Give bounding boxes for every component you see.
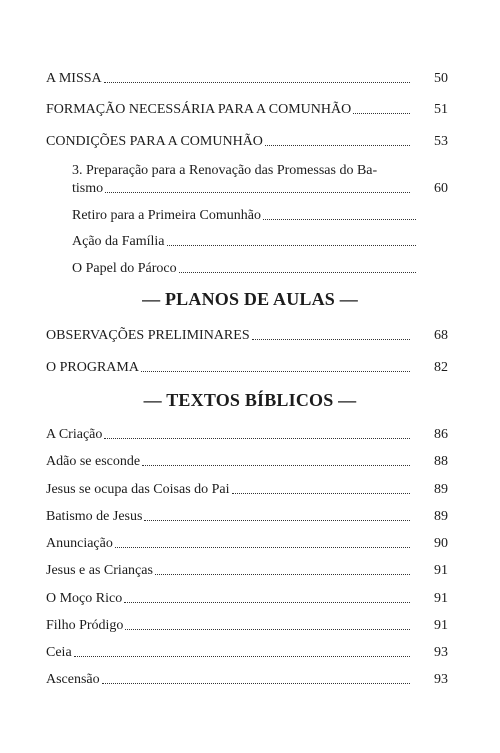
toc-page-number: 53 xyxy=(434,134,448,149)
dot-leader xyxy=(125,629,410,630)
toc-entry-title: Jesus se ocupa das Coisas do Pai xyxy=(46,482,230,497)
toc-entry-programa[interactable] xyxy=(46,359,448,376)
toc-entry-a-missa[interactable] xyxy=(46,70,448,87)
toc-entry-adao[interactable] xyxy=(46,453,448,470)
toc-page-number: 51 xyxy=(434,102,448,117)
dot-leader xyxy=(353,113,410,114)
toc-entry-title: A MISSA xyxy=(46,71,102,86)
toc-page-number: 60 xyxy=(434,181,448,196)
dot-leader xyxy=(102,683,410,684)
toc-page-number: 93 xyxy=(434,672,448,687)
toc-entry-title: Ascensão xyxy=(46,672,100,687)
toc-entry-title: OBSERVAÇÕES PRELIMINARES xyxy=(46,328,250,343)
toc-entry-preparacao[interactable] xyxy=(72,180,448,197)
toc-entry-title: Filho Pródigo xyxy=(46,618,124,633)
dot-leader xyxy=(155,574,410,575)
toc-page-number: 91 xyxy=(434,618,448,633)
dot-leader xyxy=(115,547,410,548)
dot-leader xyxy=(105,192,410,193)
dot-leader xyxy=(74,656,410,657)
dot-leader xyxy=(232,493,410,494)
toc-entry-batismo[interactable] xyxy=(46,508,448,525)
dot-leader xyxy=(104,82,410,83)
dot-leader xyxy=(265,145,410,146)
dot-leader xyxy=(263,219,416,220)
toc-entry-filho-prodigo[interactable] xyxy=(46,617,448,634)
toc-page-number: 89 xyxy=(434,482,448,497)
toc-entry-ceia[interactable] xyxy=(46,644,448,661)
toc-entry-title: Retiro para a Primeira Comunhão xyxy=(72,208,261,223)
toc-entry-title: Ceia xyxy=(46,645,72,660)
toc-entry-formacao[interactable] xyxy=(46,101,448,118)
toc-entry-title: O Papel do Pároco xyxy=(72,261,177,276)
toc-entry-title: Batismo de Jesus xyxy=(46,509,143,524)
toc-entry-title: O Moço Rico xyxy=(46,591,123,606)
dot-leader xyxy=(142,465,410,466)
dot-leader xyxy=(252,339,410,340)
dot-leader xyxy=(124,602,410,603)
toc-entry-moco-rico[interactable] xyxy=(46,590,448,607)
dot-leader xyxy=(144,520,410,521)
toc-page-number: 89 xyxy=(434,509,448,524)
toc-entry-anunciacao[interactable] xyxy=(46,535,448,552)
toc-entry-ascensao[interactable] xyxy=(46,671,448,688)
toc-entry-title: CONDIÇÕES PARA A COMUNHÃO xyxy=(46,134,263,149)
section-heading-textos: — TEXTOS BÍBLICOS — xyxy=(143,390,357,410)
toc-entry-title: Adão se esconde xyxy=(46,454,141,469)
toc-entry-title: tismo xyxy=(72,181,104,196)
toc-entry-papel-paroco[interactable] xyxy=(72,260,416,277)
toc-page-number: 90 xyxy=(434,536,448,551)
toc-page-number: 68 xyxy=(434,328,448,343)
toc-entry-jesus-pai[interactable] xyxy=(46,481,448,498)
toc-page-number: 82 xyxy=(434,360,448,375)
dot-leader xyxy=(141,371,410,372)
toc-entry-observacoes[interactable] xyxy=(46,327,448,344)
toc-entry-title: O PROGRAMA xyxy=(46,360,139,375)
dot-leader xyxy=(179,272,416,273)
dot-leader xyxy=(167,245,416,246)
toc-entry-title: Ação da Família xyxy=(72,234,165,249)
toc-page-number: 86 xyxy=(434,427,448,442)
toc-page-number: 88 xyxy=(434,454,448,469)
toc-page-number: 91 xyxy=(434,563,448,578)
toc-entry-condicoes[interactable] xyxy=(46,133,448,150)
toc-entry-title: A Criação xyxy=(46,427,103,442)
toc-entry-criacao[interactable] xyxy=(46,426,448,443)
toc-entry-title: FORMAÇÃO NECESSÁRIA PARA A COMUNHÃO xyxy=(46,102,352,117)
toc-entry-preparacao-line1[interactable]: 3. Preparação para a Renovação das Promessas do Ba- xyxy=(72,163,378,178)
toc-entry-title: Jesus e as Crianças xyxy=(46,563,153,578)
section-heading-planos: — PLANOS DE AULAS — xyxy=(142,289,358,309)
toc-entry-title: Anunciação xyxy=(46,536,113,551)
dot-leader xyxy=(104,438,410,439)
toc-page-number: 50 xyxy=(434,71,448,86)
toc-entry-acao-familia[interactable] xyxy=(72,233,416,250)
toc-entry-retiro[interactable] xyxy=(72,207,416,224)
toc-entry-jesus-criancas[interactable] xyxy=(46,562,448,579)
toc-page-number: 93 xyxy=(434,645,448,660)
toc-page-number: 91 xyxy=(434,591,448,606)
